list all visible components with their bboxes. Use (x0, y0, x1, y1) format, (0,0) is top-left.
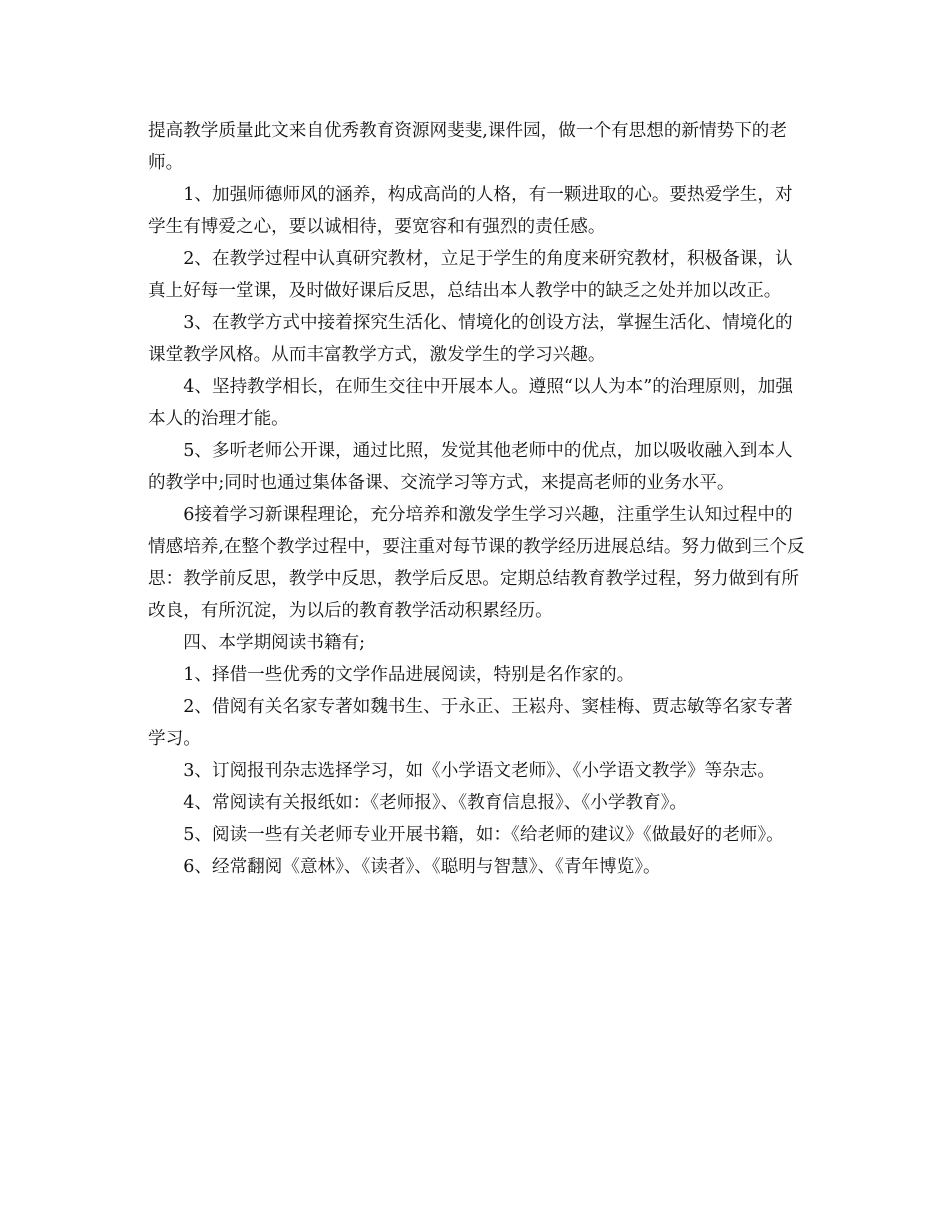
section-heading-reading: 四、本学期阅读书籍有; (183, 633, 366, 653)
reading-item-6: 6、经常翻阅《意林》、《读者》、《聪明与智慧》、《青年博览》。 (183, 857, 661, 877)
document-body (148, 115, 808, 883)
reading-item-5: 5、阅读一些有关老师专业开展书籍，如：《给老师的建议》《做最好的老师》。 (183, 825, 784, 845)
paragraph-item-3: 3、在教学方式中接着探究生活化、情境化的创设方法，掌握生活化、情境化的课堂教学风格。从而丰富教学方式，激发学生的学习兴趣。 (148, 313, 793, 365)
reading-item-1: 1、择借一些优秀的文学作品进展阅读，特别是名作家的。 (183, 665, 635, 685)
paragraph-item-5: 5、多听老师公开课，通过比照，发觉其他老师中的优点，加以吸收融入到本人的教学中;同时也通过集体备课、交流学习等方式，来提高老师的业务水平。 (148, 441, 793, 493)
paragraph-item-2: 2、在教学过程中认真研究教材，立足于学生的角度来研究教材，积极备课，认真上好每一堂课，及时做好课后反思，总结出本人教学中的缺乏之处并加以改正。 (148, 249, 793, 301)
paragraph-intro: 提高教学质量此文来自优秀教育资源网斐斐,课件园，做一个有思想的新情势下的老师。 (148, 121, 787, 173)
paragraph-item-1: 1、加强师德师风的涵养，构成高尚的人格，有一颗进取的心。要热爱学生，对学生有博爱之心，要以诚相待，要宽容和有强烈的责任感。 (148, 185, 793, 237)
paragraph-item-6: 6接着学习新课程理论，充分培养和激发学生学习兴趣，注重学生认知过程中的情感培养,在整个教学过程中，要注重对每节课的教学经历进展总结。努力做到三个反思：教学前反思，教学中反思，教学后反思。定期总结教育教学过程，努力做到有所改良，有所沉淀，为以后的教育教学活动积累经历。 (148, 505, 805, 621)
paragraph-item-4: 4、坚持教学相长，在师生交往中开展本人。遵照“以人为本”的治理原则，加强本人的治理才能。 (148, 377, 793, 429)
reading-item-2: 2、借阅有关名家专著如魏书生、于永正、王崧舟、窦桂梅、贾志敏等名家专著学习。 (148, 697, 793, 749)
reading-item-3: 3、订阅报刊杂志选择学习，如《小学语文老师》、《小学语文教学》等杂志。 (183, 761, 775, 781)
reading-item-4: 4、常阅读有关报纸如：《老师报》、《教育信息报》、《小学教育》。 (183, 793, 687, 813)
